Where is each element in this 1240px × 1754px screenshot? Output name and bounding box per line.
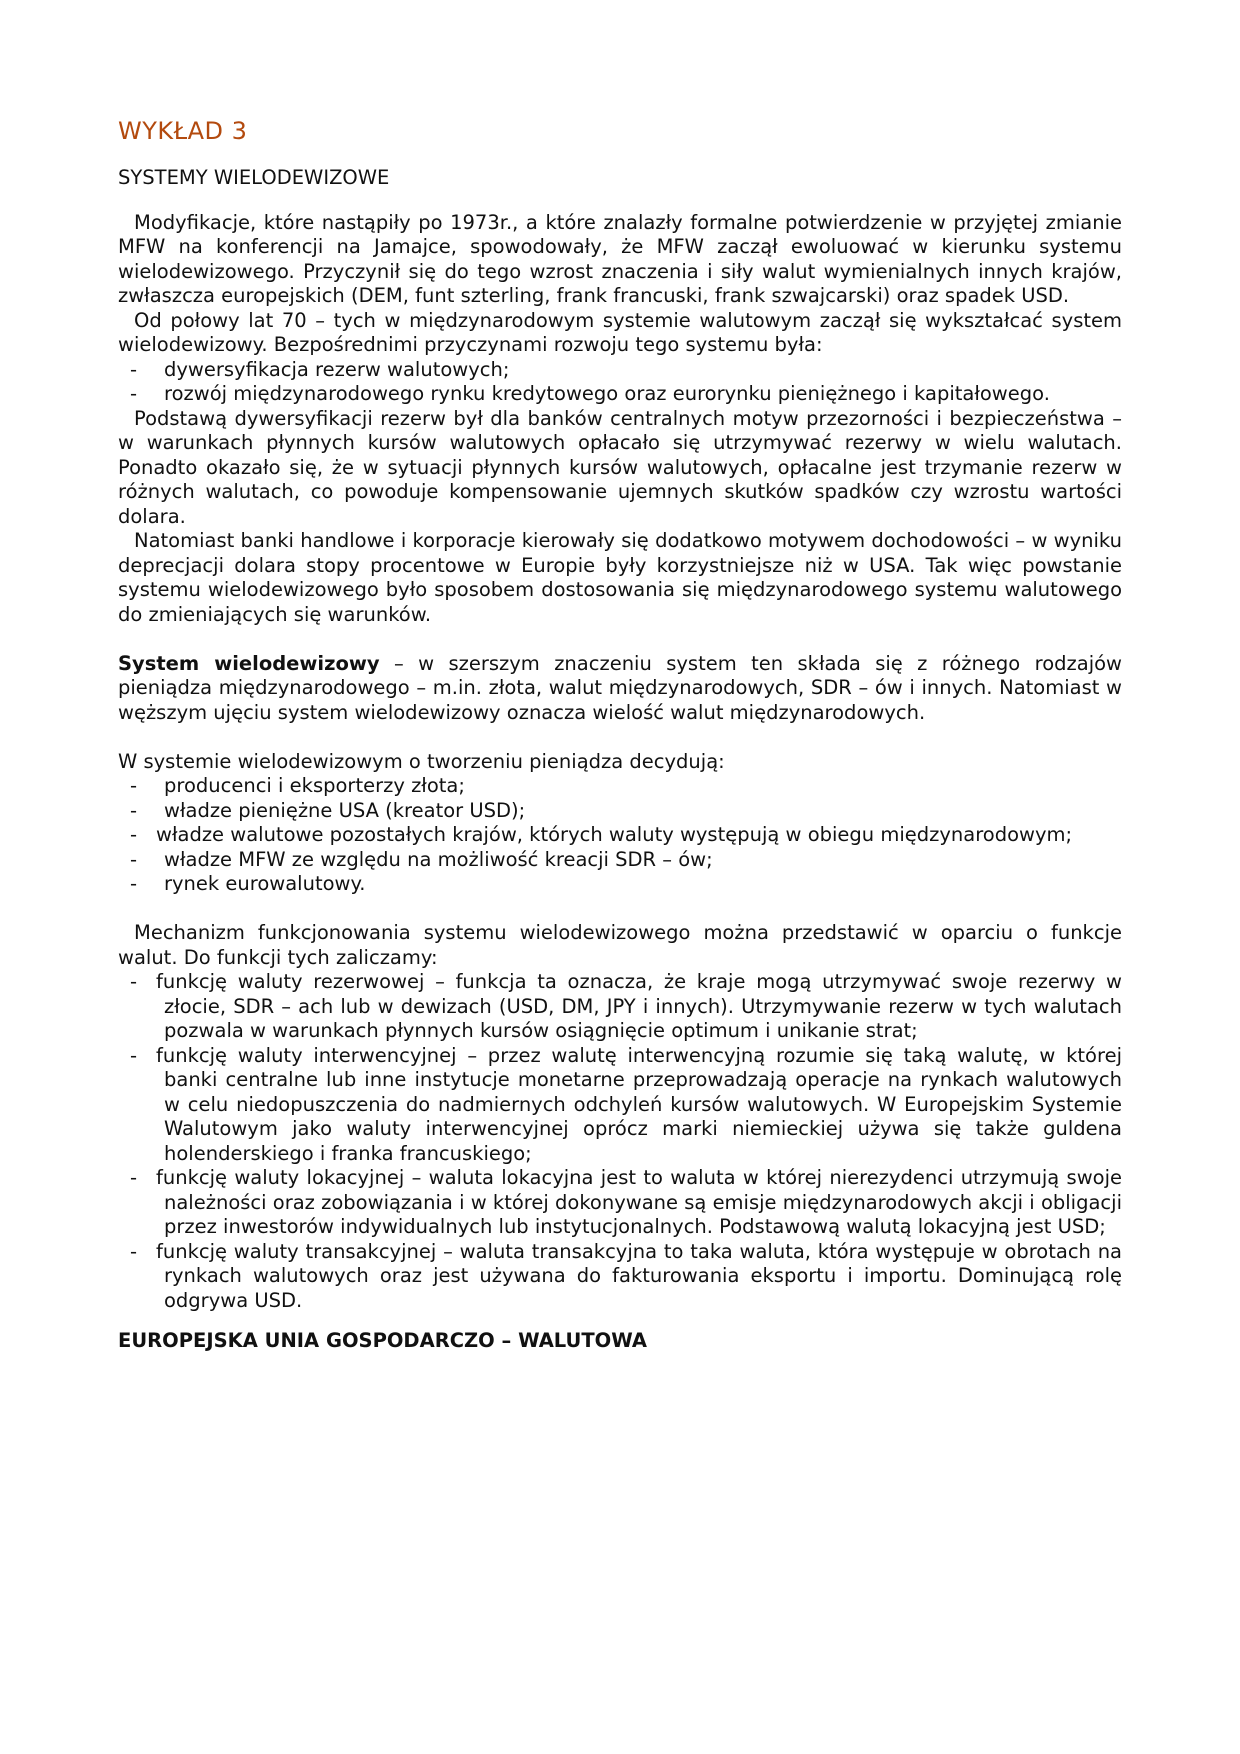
list-item — [118, 382, 1122, 407]
page-title: WYKŁAD 3 — [118, 117, 248, 145]
list-item — [118, 1044, 1122, 1167]
dash-marker: - — [130, 1043, 138, 1067]
paragraph-diversification: Podstawą dywersyfikacji rezerw był dla banków centralnych motyw przezorności i bezpieczeństwa – w warunkach płynnych kursów walutowych opłacało się utrzymywać rezerwy w wielu walutach. Ponadto okazało się, że w sytuacji płynnych kursów walutowych, opłacalne jest trzymanie rezerw w różnych walutach, co powoduje kompensowanie ujemnych skutków spadków czy wzrostu wartości dolara. — [118, 406, 1122, 528]
list-item — [118, 799, 1122, 824]
definition-term: System wielodewizowy — [118, 651, 380, 675]
definition-text: – w szerszym znaczeniu system ten składa się z różnego rodzajów pieniądza międzynarodowego – m.in. złota, walut międzynarodowych, SDR – ów i innych. Natomiast w węższym ujęciu system wielodewizowy oznacza wielość walut międzynarodowych. — [118, 651, 1122, 724]
currency-functions-list — [118, 970, 1122, 1313]
dash-marker: - — [130, 798, 138, 822]
list-item-text: rozwój międzynarodowego rynku kredytowego oraz eurorynku pieniężnego i kapitałowego. — [164, 382, 1050, 405]
list-item-text: funkcję waluty interwencyjnej – przez walutę interwencyjną rozumie się taką walutę, w której banki centralne lub inne instytucje monetarne przeprowadzają operacje na rynkach walutowych w celu niedopuszczenia do nadmiernych odchyleń kursów walutowych. W Europejskim Systemie Walutowym jako waluty interwencyjnej oprócz marki niemieckiej używa się także guldena holenderskiego i franka francuskiego; — [156, 1043, 1122, 1165]
paragraph-definition — [118, 652, 1122, 726]
list-item — [118, 848, 1122, 873]
list-item-text: władze pieniężne USA (kreator USD); — [164, 798, 526, 822]
dash-marker: - — [130, 382, 138, 405]
dash-marker: - — [130, 1239, 138, 1263]
dash-marker: - — [130, 970, 138, 993]
next-section-heading: EUROPEJSKA UNIA GOSPODARCZO – WALUTOWA — [118, 1329, 647, 1352]
list-item-text: funkcję waluty rezerwowej – funkcja ta oznacza, że kraje mogą utrzymywać swoje rezerwy w złocie, SDR – ach lub w dewizach (USD, DM, JPY i innych). Utrzymywanie rezerw w tych walutach pozwala w warunkach płynnych kursów osiągnięcie optimum i unikanie strat; — [156, 970, 1122, 1042]
list-item-text: władze walutowe pozostałych krajów, których waluty występują w obiegu międzynarodowym; — [156, 823, 1073, 846]
section-title: SYSTEMY WIELODEWIZOWE — [118, 166, 390, 189]
dash-marker: - — [130, 1166, 138, 1189]
list-item-text: władze MFW ze względu na możliwość kreacji SDR – ów; — [164, 847, 713, 871]
dash-marker: - — [130, 774, 138, 797]
paragraph-intro: Modyfikacje, które nastąpiły po 1973r., a które znalazły formalne potwierdzenie w przyjętej zmianie MFW na konferencji na Jamajce, spowodowały, że MFW zaczął ewoluować w kierunku systemu wielodewizowego. Przyczynił się do tego wzrost znaczenia i siły walut wymienialnych innych krajów, zwłaszcza europejskich (DEM, funt szterling, frank francuski, frank szwajcarski) oraz spadek USD. — [118, 210, 1122, 307]
dash-marker: - — [130, 823, 138, 846]
list-item-text: rynek eurowalutowy. — [164, 872, 366, 895]
list-item — [118, 1240, 1122, 1314]
list-item — [118, 823, 1122, 848]
paragraph-commercial-banks: Natomiast banki handlowe i korporacje kierowały się dodatkowo motywem dochodowości – w wyniku deprecjacji dolara stopy procentowe w Europie były korzystniejsze niż w USA. Tak więc powstanie systemu wielodewizowego było sposobem dostosowania się międzynarodowego systemu walutowego do zmieniających się warunków. — [118, 529, 1122, 626]
dash-marker: - — [130, 847, 138, 871]
dash-marker: - — [130, 357, 138, 381]
list-item — [118, 970, 1122, 1044]
money-creators-list — [118, 774, 1122, 897]
list-item-text: funkcję waluty transakcyjnej – waluta transakcyjna to taka waluta, która występuje w obrotach na rynkach walutowych oraz jest używana do fakturowania eksportu i importu. Dominującą rolę odgrywa USD. — [156, 1239, 1122, 1312]
list-item-text: dywersyfikacja rezerw walutowych; — [164, 357, 510, 381]
list-item — [118, 1166, 1122, 1240]
paragraph-mechanism: Mechanizm funkcjonowania systemu wielodewizowego można przedstawić w oparciu o funkcje walut. Do funkcji tych zaliczamy: — [118, 921, 1122, 969]
list-item-text: producenci i eksporterzy złota; — [164, 774, 465, 797]
list-item — [118, 774, 1122, 799]
list-item — [118, 358, 1122, 383]
list-item — [118, 872, 1122, 897]
paragraph-origins: Od połowy lat 70 – tych w międzynarodowym systemie walutowym zaczął się wykształcać system wielodewizowy. Bezpośrednimi przyczynami rozwoju tego systemu była: — [118, 308, 1122, 356]
dash-marker: - — [130, 872, 138, 895]
paragraph-money-creation: W systemie wielodewizowym o tworzeniu pieniądza decydują: — [118, 749, 725, 773]
causes-list — [118, 358, 1122, 407]
list-item-text: funkcję waluty lokacyjnej – waluta lokacyjna jest to waluta w której nierezydenci utrzymują swoje należności oraz zobowiązania i w której dokonywane są emisje międzynarodowych akcji i obligacji przez inwestorów indywidualnych lub instytucjonalnych. Podstawową walutą lokacyjną jest USD; — [156, 1166, 1122, 1238]
